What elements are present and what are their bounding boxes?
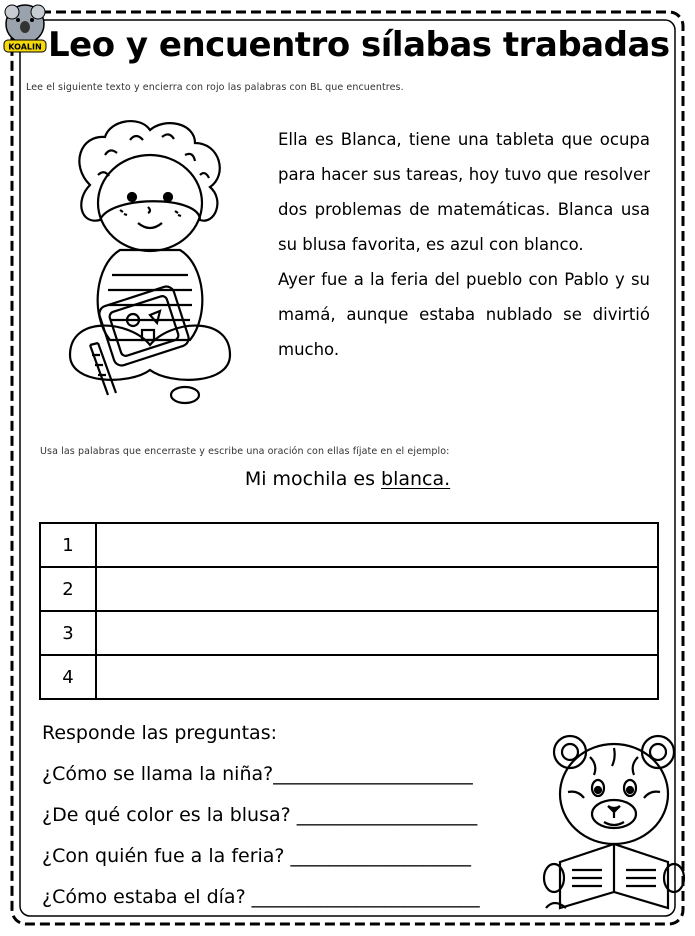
example-sentence [0, 468, 695, 490]
row-number: 3 [40, 611, 96, 655]
girl-with-tablet-illustration [50, 115, 250, 415]
koala-logo [2, 2, 48, 54]
story-paragraph-2: Ayer fue a la feria del pueblo con Pablo y su mamá, aunque estaba nublado se divirtió mucho. [278, 270, 650, 359]
questions-heading: Responde las preguntas: [42, 722, 277, 744]
answer-cell[interactable] [96, 567, 658, 611]
row-number: 2 [40, 567, 96, 611]
story-paragraph-1: Ella es Blanca, tiene una tableta que ocupa para hacer sus tareas, hoy tuvo que resolver dos problemas de matemáticas. Blanca usa su blusa favorita, es azul con blanco. [278, 130, 650, 254]
instruction-write: Usa las palabras que encerraste y escribe una oración con ellas fíjate en el ejemplo: [40, 446, 450, 457]
page-title: Leo y encuentro sílabas trabadas [48, 25, 670, 65]
question-2[interactable]: ¿De qué color es la blusa? ___________________ [42, 804, 478, 826]
table-row [40, 655, 658, 699]
question-1[interactable]: ¿Cómo se llama la niña?_____________________ [42, 763, 473, 785]
example-prefix: Mi mochila es [244, 468, 382, 490]
question-3[interactable]: ¿Con quién fue a la feria? ___________________ [42, 845, 472, 867]
questions-section [42, 713, 562, 918]
answer-cell[interactable] [96, 611, 658, 655]
tiger-reading-illustration [540, 722, 688, 918]
answer-cell[interactable] [96, 523, 658, 567]
row-number: 1 [40, 523, 96, 567]
table-row [40, 567, 658, 611]
reading-text [278, 122, 650, 367]
table-row [40, 611, 658, 655]
instruction-read: Lee el siguiente texto y encierra con rojo las palabras con BL que encuentres. [26, 82, 404, 93]
table-row [40, 523, 658, 567]
logo-text: KOALIN [8, 42, 42, 52]
example-underlined-word: blanca. [381, 468, 451, 490]
row-number: 4 [40, 655, 96, 699]
answer-cell[interactable] [96, 655, 658, 699]
sentence-answer-table [39, 522, 659, 700]
question-4[interactable]: ¿Cómo estaba el día? ________________________ [42, 886, 480, 908]
